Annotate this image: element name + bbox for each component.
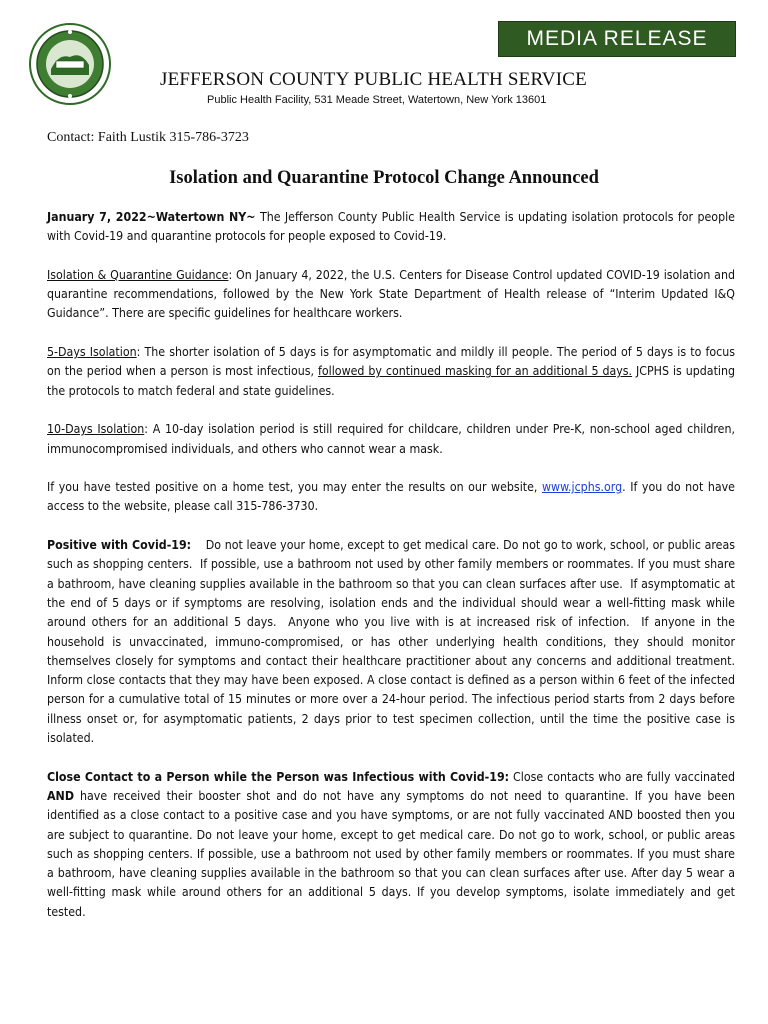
release-body [47, 208, 743, 941]
guidance-heading: Isolation & Quarantine Guidance [47, 267, 229, 282]
ten-day-text: : A 10-day isolation period is still required for childcare, children under Pre-K, non-school aged children, immunocompromised individuals, and others who cannot wear a mask. [47, 422, 735, 456]
close-contact-heading: Close Contact to a Person while the Person was Infectious with Covid-19: [47, 769, 510, 784]
ten-day-heading: 10-Days Isolation [47, 422, 145, 437]
dateline: January 7, 2022~Watertown NY~ [47, 210, 256, 224]
paragraph-home-test [47, 478, 735, 517]
home-test-text-a: If you have tested positive on a home test, you may enter the results on our website, [47, 480, 542, 495]
guidance-text: : On January 4, 2022, the U.S. Centers for Disease Control updated COVID-19 isolation and quarantine recommendations, followed by the New York State Department of Health release of “Interim Updated I&Q Guidance”. There are specific guidelines for healthcare workers. [47, 267, 736, 321]
paragraph-close-contact [47, 768, 735, 922]
paragraph-positive [47, 536, 743, 748]
agency-address: Public Health Facility, 531 Meade Street, Watertown, New York 13601 [207, 94, 547, 106]
paragraph-5-day [47, 343, 735, 401]
positive-heading: Positive with Covid-19: [47, 538, 192, 553]
page-title: Isolation and Quarantine Protocol Change Announced [169, 168, 599, 188]
county-seal-logo [29, 23, 111, 105]
contact-line: Contact: Faith Lustik 315-786-3723 [47, 130, 249, 145]
positive-text: Do not leave your home, except to get medical care. Do not go to work, school, or public areas such as shopping centers. If possible, use a bathroom not used by other family members or roommates. If you must share a bathroom, have cleaning supplies available in the bathroom so that you can clean surfaces after use. If asymptomatic at the end of 5 days or if symptoms are resolving, isolation ends and the individual should wear a well-fitting mask while around others for an additional 5 days. Anyone who you live with is at increased risk of infection. If anyone in the household is unvaccinated, immuno-compromised, or has other underlying health conditions, they should monitor themselves closely for symptoms and contact their healthcare practitioner about any concerns and additional treatment. Inform close contacts that they may have been exposed. A close contact is defined as a person within 6 feet of the infected person for a cumulative total of 15 minutes or more over a 24-hour period. The infectious period starts from 2 days before illness onset or, for asymptomatic patients, 2 days prior to test specimen collection, until the time the positive case is isolated. [47, 538, 743, 746]
close-contact-text-b: have received their booster shot and do not have any symptoms do not need to quarantine. If you have been identified as a close contact to a positive case and you have symptoms, or are not fully vaccinated AND boosted then you are subject to quarantine. Do not leave your home, except to get medical care. Do not go to work, school, or public areas such as shopping centers. If possible, use a bathroom not used by other family members or roommates. If you must share a bathroom, have cleaning supplies available in the bathroom so that you can clean surfaces after use. After day 5 wear a well-fitting mask while around others for an additional 5 days. If you develop symptoms, isolate immediately and get tested. [47, 788, 735, 919]
five-day-text-a: : The shorter isolation of 5 days is for asymptomatic and mildly ill people. The period of 5 days is to focus on the period when a person is most infectious, [47, 345, 736, 379]
agency-name: JEFFERSON COUNTY PUBLIC HEALTH SERVICE [160, 69, 587, 90]
close-contact-and: AND [47, 788, 75, 803]
paragraph-intro [47, 208, 735, 247]
five-day-masking-note: followed by continued masking for an additional 5 days. [318, 364, 633, 379]
five-day-text-b: JCPHS is updating the protocols to match federal and state guidelines. [47, 364, 736, 398]
paragraph-guidance [47, 266, 735, 324]
home-test-text-b: . If you do not have access to the website, please call 315-786-3730. [47, 480, 735, 514]
website-link[interactable]: www.jcphs.org [542, 480, 623, 495]
paragraph-10-day [47, 420, 735, 459]
five-day-heading: 5-Days Isolation [47, 345, 137, 360]
media-release-banner: MEDIA RELEASE [498, 21, 736, 57]
close-contact-text-a: Close contacts who are fully vaccinated [509, 769, 735, 784]
intro-text: The Jefferson County Public Health Service is updating isolation protocols for people with Covid-19 and quarantine protocols for people exposed to Covid-19. [47, 210, 735, 244]
